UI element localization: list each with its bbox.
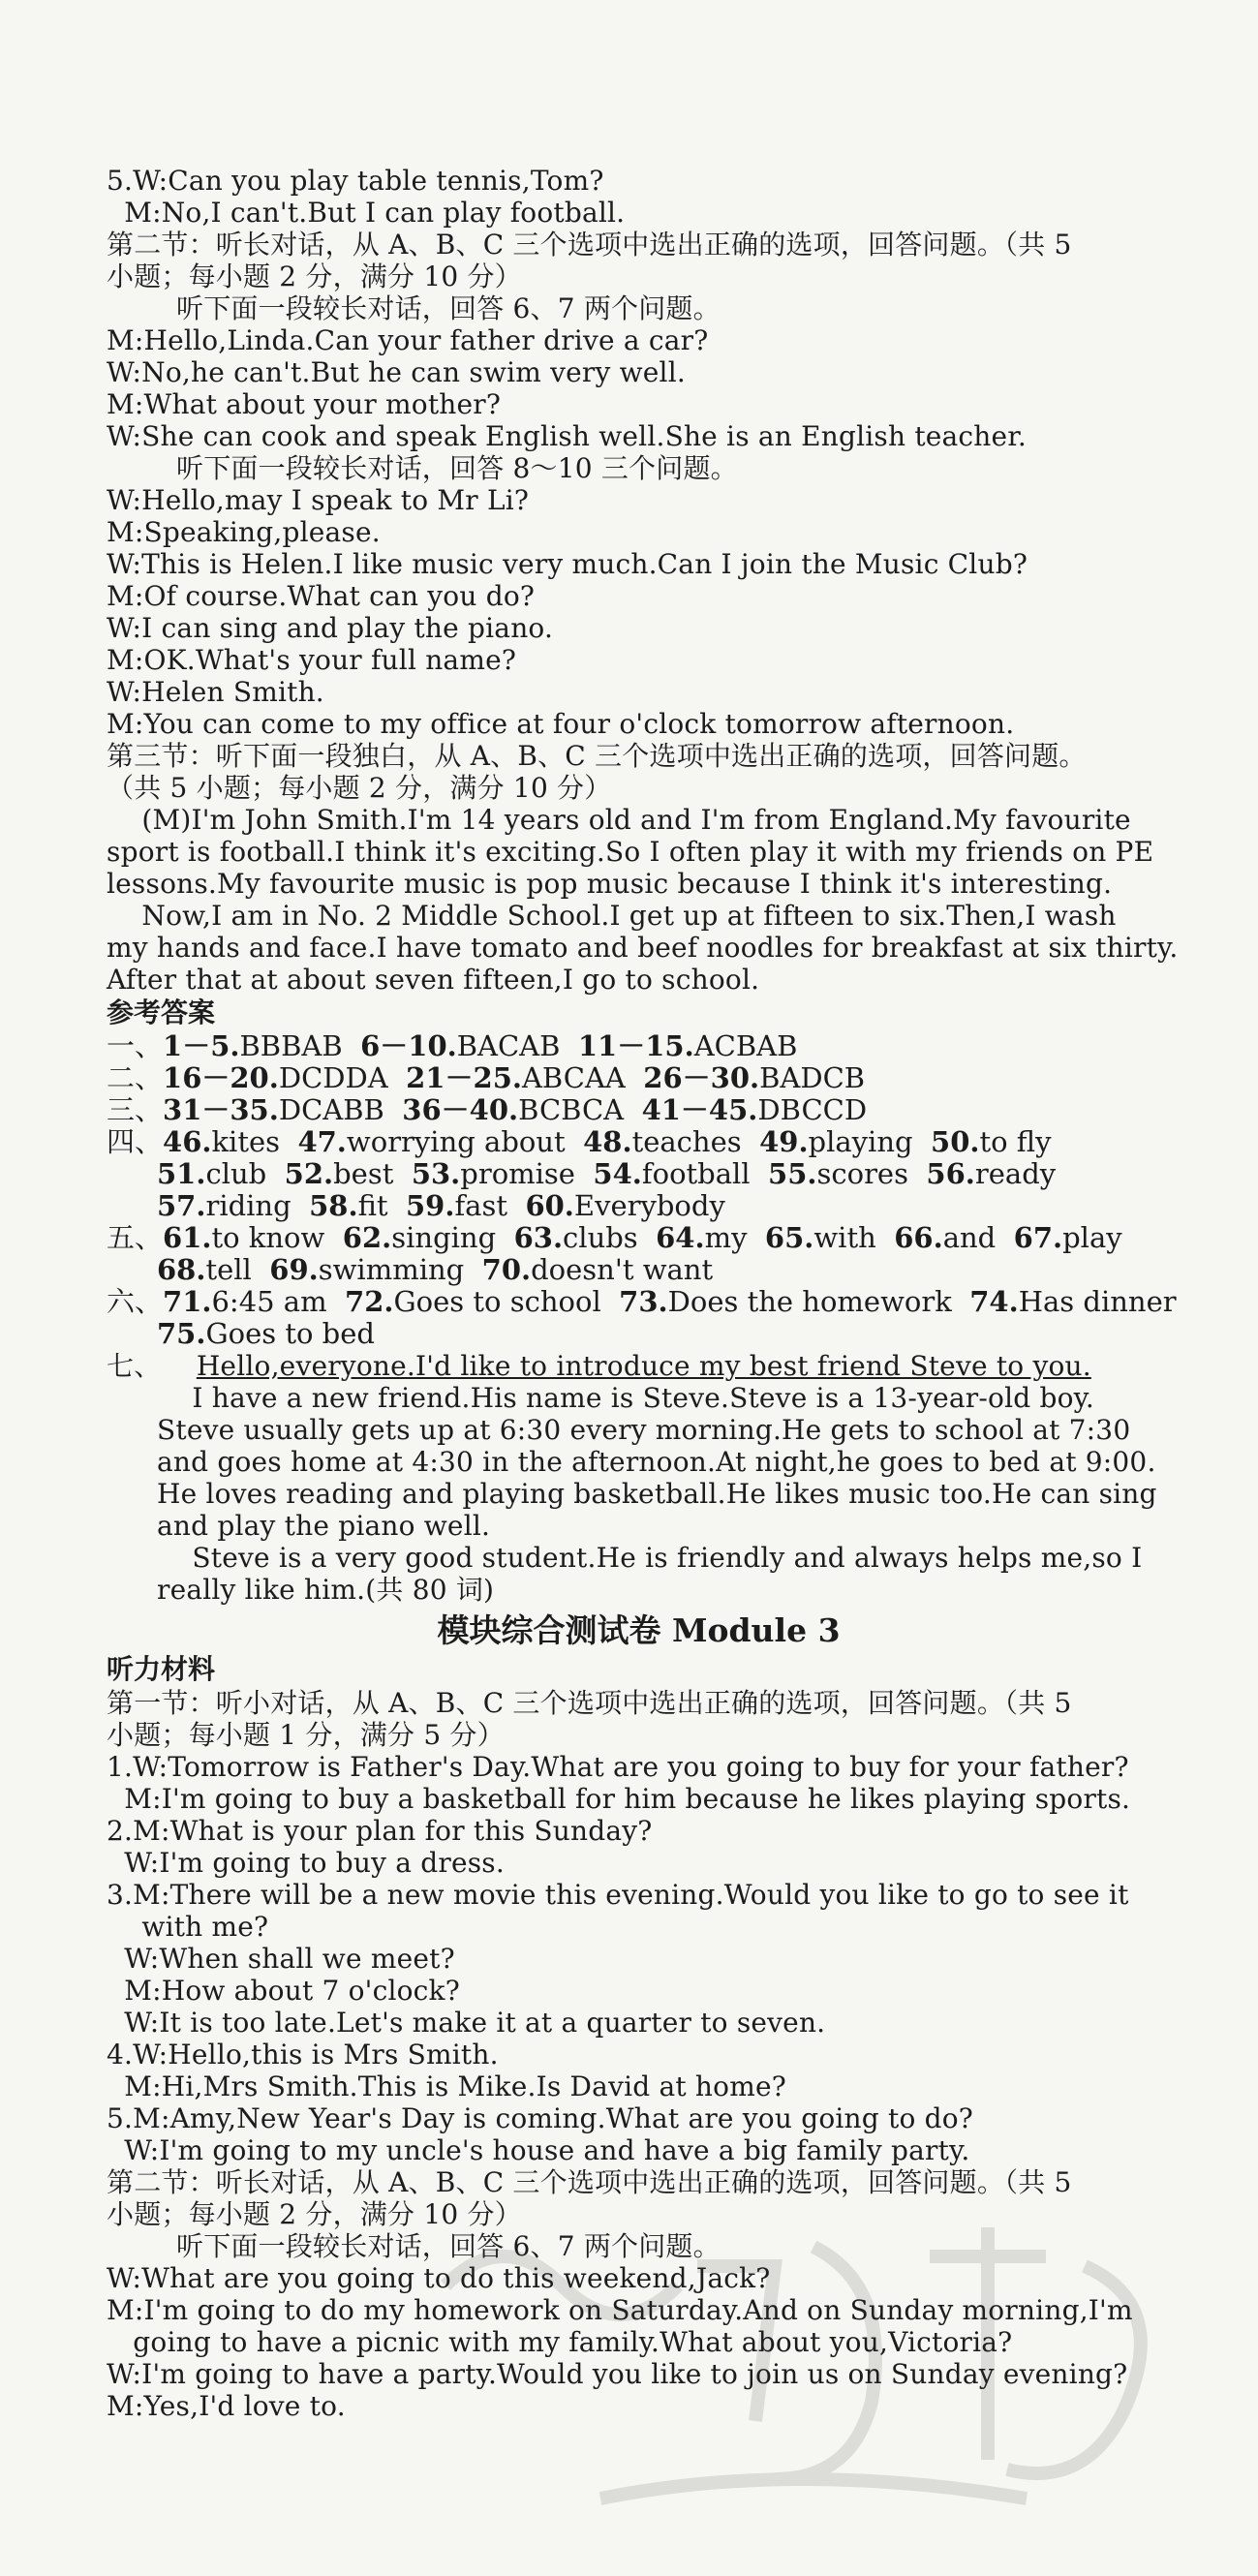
text-line: with me? [107, 1911, 269, 1943]
text-line: lessons.My favourite music is pop music because I think it's interesting. [107, 868, 1113, 900]
text-line: W:I'm going to my uncle's house and have a big family party. [107, 2134, 970, 2166]
section-3-header: 第三节：听下面一段独白，从 A、B、C 三个选项中选出正确的选项，回答问题。 [107, 740, 1087, 772]
text-line: M:OK.What's your full name? [107, 644, 517, 676]
answer-row: 一、1－5.BBBAB 6－10.BACAB 11－15.ACBAB [107, 1029, 798, 1062]
text-line: W:Hello,may I speak to Mr Li? [107, 484, 530, 516]
text-line: and play the piano well. [157, 1510, 491, 1542]
text-line: sport is football.I think it's exciting.So I often play it with my friends on PE [107, 836, 1154, 868]
text-line: Steve usually gets up at 6:30 every morning.He gets to school at 7:30 [157, 1414, 1131, 1446]
answer-row: 六、71.6:45 am 72.Goes to school 73.Does the homework 74.Has dinner [107, 1285, 1177, 1318]
text-line: He loves reading and playing basketball.He likes music too.He can sing [157, 1478, 1157, 1510]
text-line: W:It is too late.Let's make it at a quarter to seven. [107, 2007, 826, 2039]
text-line: 5.M:Amy,New Year's Day is coming.What are you going to do? [107, 2102, 973, 2134]
part1-tail [107, 165, 1171, 229]
answer-row: 68.tell 69.swimming 70.doesn't want [157, 1253, 714, 1286]
instruction: 听下面一段较长对话，回答 6、7 两个问题。 [176, 2230, 721, 2262]
section-1-header: 小题；每小题 1 分，满分 5 分） [107, 1719, 505, 1751]
text-line: M:I'm going to buy a basketball for him because he likes playing sports. [107, 1783, 1131, 1815]
text-line: 2.M:What is your plan for this Sunday? [107, 1815, 653, 1847]
essay [107, 1350, 1171, 1606]
essay-title: Hello,everyone.I'd like to introduce my best friend Steve to you. [196, 1350, 1091, 1382]
text-line: M:Speaking,please. [107, 516, 381, 548]
answer-row: 51.club 52.best 53.promise 54.football 55.scores 56.ready [157, 1157, 1057, 1190]
text-line: M:No,I can't.But I can play football. [107, 197, 626, 229]
text-line: M:I'm going to do my homework on Saturday.And on Sunday morning,I'm [107, 2294, 1133, 2326]
answer-row: 三、31－35.DCABB 36－40.BCBCA 41－45.DBCCD [107, 1093, 868, 1126]
answers-heading: 参考答案 [107, 997, 216, 1028]
text-line: (M)I'm John Smith.I'm 14 years old and I'm from England.My favourite [107, 804, 1131, 836]
answer-row: 四、46.kites 47.worrying about 48.teaches 49.playing 50.to fly [107, 1125, 1052, 1158]
text-line: M:Yes,I'd love to. [107, 2390, 346, 2422]
dialog-2 [107, 484, 1171, 740]
text-line: my hands and face.I have tomato and beef noodles for breakfast at six thirty. [107, 932, 1179, 964]
text-line: Now,I am in No. 2 Middle School.I get up at fifteen to six.Then,I wash [107, 900, 1117, 932]
answer-row: 二、16－20.DCDDA 21－25.ABCAA 26－30.BADCB [107, 1061, 866, 1094]
text-line: M:What about your mother? [107, 388, 502, 420]
m3-part1 [107, 1751, 1171, 2166]
text-line: M:How about 7 o'clock? [107, 1975, 460, 2007]
text-line: M:You can come to my office at four o'clock tomorrow afternoon. [107, 708, 1015, 740]
text-line: M:Hello,Linda.Can your father drive a car? [107, 324, 709, 356]
text-line: W:I can sing and play the piano. [107, 612, 554, 644]
listening-title: 听力材料 [107, 1653, 216, 1685]
answer-row: 五、61.to know 62.singing 63.clubs 64.my 65.with 66.and 67.play [107, 1221, 1122, 1254]
instruction: 听下面一段较长对话，回答 6、7 两个问题。 [176, 292, 721, 324]
answer-key [107, 1029, 1177, 1350]
answer-row: 57.riding 58.fit 59.fast 60.Everybody [157, 1189, 725, 1222]
text-line: and goes home at 4:30 in the afternoon.At night,he goes to bed at 9:00. [157, 1446, 1156, 1478]
text-line: really like him.(共 80 词) [157, 1574, 495, 1606]
section-3-header: （共 5 小题；每小题 2 分，满分 10 分） [107, 772, 612, 804]
text-line: M:Hi,Mrs Smith.This is Mike.Is David at home? [107, 2070, 786, 2102]
section-2-header: 小题；每小题 2 分，满分 10 分） [107, 261, 522, 292]
instruction: 听下面一段较长对话，回答 8～10 三个问题。 [176, 452, 738, 484]
text-line: W:No,he can't.But he can swim very well. [107, 356, 686, 388]
text-line: 4.W:Hello,this is Mrs Smith. [107, 2039, 499, 2070]
answer-row: 75.Goes to bed [157, 1317, 375, 1350]
text-line: 1.W:Tomorrow is Father's Day.What are you going to buy for your father? [107, 1751, 1129, 1783]
section-2-header: 第二节：听长对话，从 A、B、C 三个选项中选出正确的选项，回答问题。（共 5 [107, 2166, 1072, 2198]
text-line: I have a new friend.His name is Steve.Steve is a 13-year-old boy. [157, 1382, 1095, 1414]
essay-title-row: 七、 Hello,everyone.I'd like to introduce my best friend Steve to you. [107, 1350, 1091, 1382]
text-line: W:When shall we meet? [107, 1943, 455, 1975]
section-2-header: 小题；每小题 2 分，满分 10 分） [107, 2198, 522, 2230]
monologue [107, 804, 1179, 996]
m3-dialog [107, 2262, 1171, 2422]
module-title: 模块综合测试卷 Module 3 [437, 1611, 841, 1649]
text-line: W:She can cook and speak English well.She is an English teacher. [107, 420, 1027, 452]
text-line: going to have a picnic with my family.What about you,Victoria? [107, 2326, 1013, 2358]
dialog-1 [107, 324, 1171, 452]
text-line: 3.M:There will be a new movie this evening.Would you like to go to see it [107, 1879, 1129, 1911]
section-1-header: 第一节：听小对话，从 A、B、C 三个选项中选出正确的选项，回答问题。（共 5 [107, 1687, 1072, 1719]
text-line: W:This is Helen.I like music very much.Can I join the Music Club? [107, 548, 1028, 580]
text-line: 5.W:Can you play table tennis,Tom? [107, 165, 604, 197]
text-line: M:Of course.What can you do? [107, 580, 536, 612]
section-2-header: 第二节：听长对话，从 A、B、C 三个选项中选出正确的选项，回答问题。（共 5 [107, 229, 1072, 261]
text-line: After that at about seven fifteen,I go to school. [107, 964, 760, 996]
text-line: Steve is a very good student.He is friendly and always helps me,so I [157, 1542, 1143, 1574]
text-line: W:I'm going to buy a dress. [107, 1847, 505, 1879]
text-line: W:Helen Smith. [107, 676, 324, 708]
text-line: W:What are you going to do this weekend,Jack? [107, 2262, 771, 2294]
text-line: W:I'm going to have a party.Would you like to join us on Sunday evening? [107, 2358, 1128, 2390]
